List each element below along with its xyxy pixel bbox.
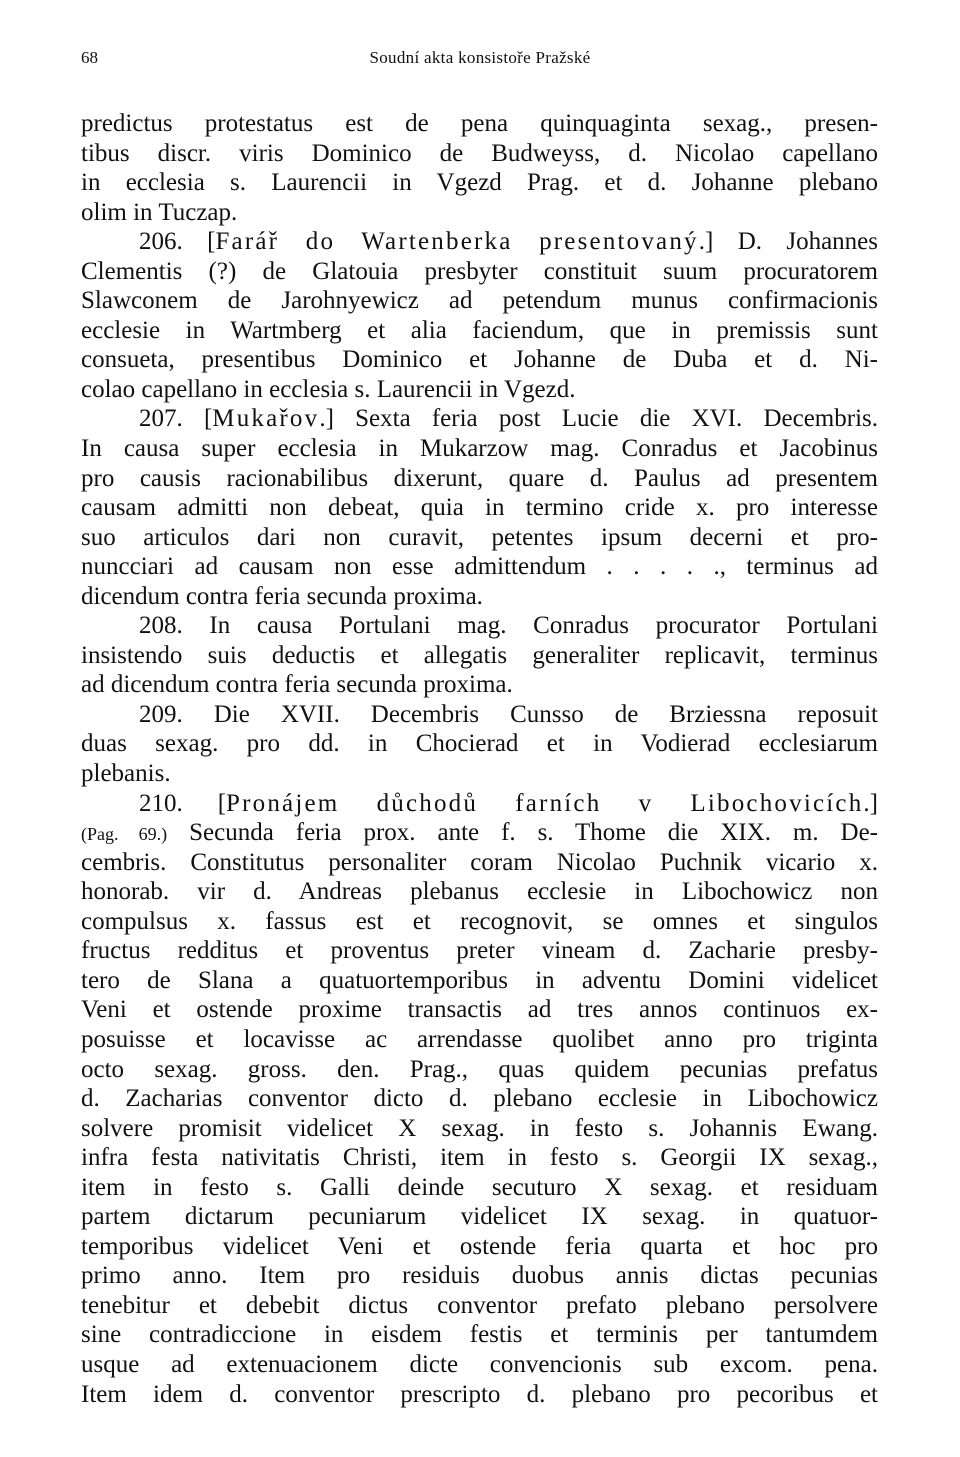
text-line: compulsus x. fassus est et recognovit, se omnes et singulos (81, 907, 878, 935)
text-line: tenebitur et debebit dictus conventor prefato plebano persolvere (81, 1291, 878, 1319)
text-line: temporibus videlicet Veni et ostende feria quarta et hoc pro (81, 1232, 878, 1260)
text-line: colao capellano in ecclesia s. Laurencii in Vgezd. (81, 375, 576, 403)
text-line: causam admitti non debeat, quia in termino cride x. pro interesse (81, 494, 878, 522)
text-line: cembris. Constitutus personaliter coram Nicolao Puchnik vicario x. (81, 848, 878, 876)
text-line: usque ad extenuacionem dicte convencionis sub excom. pena. (81, 1350, 878, 1378)
text-line (81, 789, 878, 819)
text-fragment: 206. [ (139, 228, 216, 256)
text-line: consueta, presentibus Dominico et Johanne de Duba et d. Ni- (81, 346, 878, 374)
text-line: plebanis. (81, 760, 171, 788)
text-line: In causa super ecclesia in Mukarzow mag. Conradus et Jacobinus (81, 435, 878, 463)
text-line: Clementis (?) de Glatouia presbyter constituit suum procuratorem (81, 257, 878, 285)
text-line: tero de Slana a quatuortemporibus in adventu Domini videlicet (81, 966, 878, 994)
text-line: 209. Die XVII. Decembris Cunsso de Brziessna reposuit (139, 700, 878, 728)
text-line: 208. In causa Portulani mag. Conradus procurator Portulani (139, 612, 878, 640)
text-line: sine contradiccione in eisdem festis et terminis per tantumdem (81, 1321, 878, 1349)
text-line: suo articulos dari non curavit, petentes ipsum decerni et pro- (81, 523, 878, 551)
text-line: item in festo s. Galli deinde secuturo X sexag. et residuam (81, 1173, 878, 1201)
text-line: predictus protestatus est de pena quinquaginta sexag., presen- (81, 110, 878, 137)
text-line: honorab. vir d. Andreas plebanus ecclesie in Libochowicz non (81, 878, 878, 906)
text-line: nuncciari ad causam non esse admittendum . . . . ., terminus ad (81, 553, 878, 581)
text-line: partem dictarum pecuniarum videlicet IX sexag. in quatuor- (81, 1203, 878, 1231)
running-title: Soudní akta konsistoře Pražské (369, 48, 591, 67)
body-text (81, 109, 878, 1409)
text-line: Item idem d. conventor prescripto d. plebano pro pecoribus et (81, 1380, 878, 1408)
text-line (81, 404, 878, 434)
section-heading-spaced: Pronájem důchodů farních v Libochovicích (226, 789, 864, 817)
text-line: duas sexag. pro dd. in Chocierad et in Vodierad ecclesiarum (81, 730, 878, 758)
text-line: solvere promisit videlicet X sexag. in festo s. Johannis Ewang. (81, 1114, 878, 1142)
text-line (81, 227, 878, 257)
running-header (81, 46, 879, 70)
text-line: fructus redditus et proventus preter vineam d. Zacharie presby- (81, 937, 878, 965)
text-line: d. Zacharias conventor dicto d. plebano ecclesie in Libochowicz (81, 1085, 878, 1113)
text-line: olim in Tuczap. (81, 198, 238, 226)
text-fragment: 207. [ (139, 405, 213, 433)
text-line: dicendum contra feria secunda proxima. (81, 582, 483, 610)
text-fragment: .] Sexta feria post Lucie die XVI. Decembris. (319, 405, 878, 433)
text-line: Slawconem de Jarohnyewicz ad petendum munus confirmacionis (81, 287, 878, 315)
text-line: ecclesie in Wartmberg et alia faciendum, que in premissis sunt (81, 316, 878, 344)
text-line: Veni et ostende proxime transactis ad tres annos continuos ex- (81, 996, 878, 1024)
text-line: ad dicendum contra feria secunda proxima. (81, 671, 513, 699)
text-line (81, 818, 878, 848)
text-line: infra festa nativitatis Christi, item in festo s. Georgii IX sexag., (81, 1144, 878, 1172)
text-line: posuisse et locavisse ac arrendasse quolibet anno pro triginta (81, 1025, 878, 1053)
text-line: in ecclesia s. Laurencii in Vgezd Prag. et d. Johanne plebano (81, 169, 878, 197)
page-reference: (Pag. 69.) (81, 824, 168, 845)
text-fragment: .] D. Johannes (698, 228, 878, 256)
text-line: tibus discr. viris Dominico de Budweyss, d. Nicolao capellano (81, 139, 878, 167)
text-fragment: 210. [ (139, 789, 227, 817)
text-line: primo anno. Item pro residuis duobus annis dictas pecunias (81, 1262, 878, 1290)
text-line: pro causis racionabilibus dixerunt, quare d. Paulus ad presentem (81, 464, 878, 492)
text-fragment: .] (863, 789, 878, 817)
section-heading-spaced: Farář do Wartenberka presentovaný (215, 228, 699, 256)
page-number: 68 (81, 48, 98, 67)
text-line: octo sexag. gross. den. Prag., quas quidem pecunias prefatus (81, 1055, 878, 1083)
text-line: insistendo suis deductis et allegatis generaliter replicavit, terminus (81, 641, 878, 669)
text-fragment: Secunda feria prox. ante f. s. Thome die XIX. m. De- (167, 819, 878, 847)
section-heading-spaced: Mukařov (212, 405, 320, 433)
